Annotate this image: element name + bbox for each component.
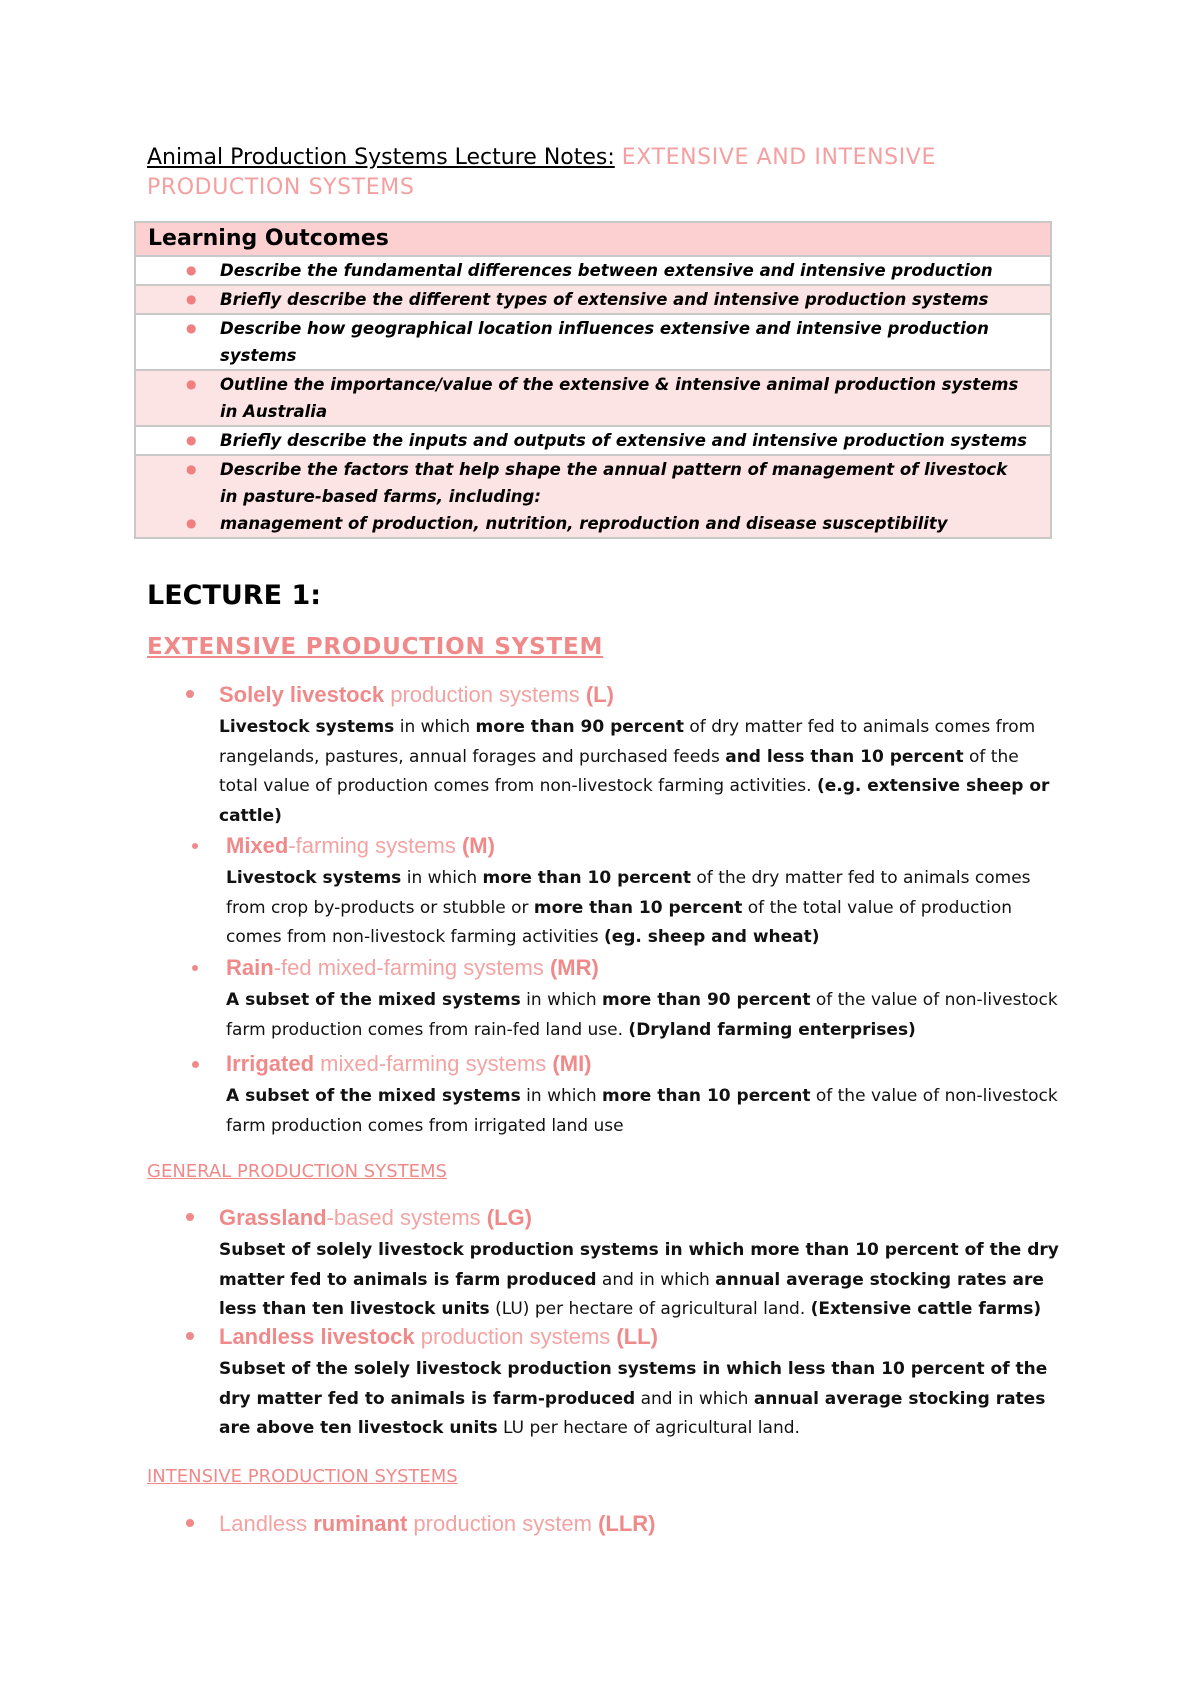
document-title [147,143,1067,203]
bullet-icon: ● [186,516,197,530]
learning-outcome-row [136,286,1050,315]
description-emphasis: more than 90 percent [475,717,684,737]
description-emphasis: and less than 10 percent [725,746,964,767]
bullet-icon: ● [186,263,197,277]
description-emphasis: (Dryland farming enterprises) [628,1019,916,1040]
system-heading: Landless livestock production systems (LL) [219,1324,658,1349]
learning-outcome-text: Briefly describe the different types of extensive and intensive production systems [220,290,989,309]
description-text: LU per hectare of agricultural land. [497,1418,800,1438]
description-emphasis: A subset of the mixed systems [226,990,521,1010]
system-heading: Grassland-based systems (LG) [219,1205,532,1230]
system-heading: Solely livestock production systems (L) [219,682,614,707]
description-emphasis: more than 90 percent [602,990,811,1010]
description-emphasis: annual average stocking rates are above ten livestock units [219,1388,1046,1438]
learning-outcome-text: management of production, nutrition, reproduction and disease susceptibility [220,514,948,533]
bullet-icon: ● [186,321,197,335]
system-description [226,986,1076,1045]
description-emphasis: more than 10 percent [482,868,691,888]
title-main: Animal Production Systems Lecture Notes: [147,145,615,170]
learning-outcome-row [136,371,1050,427]
learning-outcome-text: Briefly describe the inputs and outputs of extensive and intensive production systems [220,431,1027,450]
description-emphasis: annual average stocking rates are less than ten livestock units [219,1269,1044,1319]
description-text: in which [394,717,476,737]
extensive-heading: EXTENSIVE PRODUCTION SYSTEM [147,634,604,660]
bullet-icon: ● [186,462,197,476]
learning-outcome-text: Outline the importance/value of the extensive & intensive animal production systems in Australia [220,375,1019,421]
lecture-heading: LECTURE 1: [147,580,322,611]
bullet-icon [192,1061,199,1068]
description-emphasis: Livestock systems [226,868,402,888]
system-heading: Rain-fed mixed-farming systems (MR) [226,955,599,980]
description-text: of dry matter fed to animals comes from rangelands, pastures, annual forages and purchased feeds [219,717,1036,767]
title-subtitle: EXTENSIVE AND INTENSIVE PRODUCTION SYSTEMS [147,145,936,200]
learning-outcome-text: Describe how geographical location influences extensive and intensive production systems [220,319,989,365]
learning-outcome-row [136,315,1050,371]
description-text: of the value of non-livestock farm production comes from rain-fed land use. [226,990,1058,1040]
description-emphasis: Livestock systems [219,717,395,737]
system-heading: Mixed-farming systems (M) [226,833,495,858]
description-text: in which [401,868,483,888]
system-description [219,713,1059,831]
bullet-icon: ● [186,377,197,391]
description-text: (LU) per hectare of agricultural land. [489,1299,811,1319]
description-emphasis: (Extensive cattle farms) [810,1299,1042,1319]
description-text: and in which [596,1269,716,1290]
learning-outcome-row [136,257,1050,286]
description-text: of the value of non-livestock farm production comes from irrigated land use [226,1086,1058,1136]
description-text: of the total value of production comes from non-livestock farming activities. [219,746,1019,796]
system-description [219,1355,1069,1444]
bullet-icon [192,965,198,971]
general-systems-heading: GENERAL PRODUCTION SYSTEMS [147,1161,447,1182]
system-heading: Landless ruminant production system (LLR) [219,1511,656,1536]
bullet-icon [186,690,194,698]
learning-outcome-row [136,427,1050,456]
description-emphasis: Subset of the solely livestock production systems in which less than 10 percent of the dry matter fed to animals is farm-produced [219,1359,1048,1409]
bullet-icon [186,1332,194,1340]
bullet-icon [192,843,198,849]
description-text: in which [520,990,602,1010]
description-text: in which [520,1086,602,1106]
learning-outcomes-heading: Learning Outcomes [136,223,1050,257]
description-emphasis: (e.g. extensive sheep or cattle) [219,776,1050,826]
bullet-icon [186,1213,194,1221]
bullet-icon [186,1519,194,1527]
learning-outcome-text: Describe the fundamental differences between extensive and intensive production [220,261,993,280]
description-text: and in which [635,1388,754,1409]
learning-outcome-row [136,456,1050,537]
learning-outcome-text: Describe the factors that help shape the annual pattern of management of livestock in pasture-based farms, including: [220,460,1008,506]
description-emphasis: A subset of the mixed systems [226,1086,521,1106]
intensive-systems-heading: INTENSIVE PRODUCTION SYSTEMS [147,1466,458,1487]
system-description [226,864,1056,953]
description-emphasis: more than 10 percent [602,1086,811,1106]
description-emphasis: (eg. sheep and wheat) [603,927,820,947]
description-text: of the dry matter fed to animals comes from crop by-products or stubble or [226,868,1031,918]
description-emphasis: more than 10 percent [533,897,743,918]
bullet-icon: ● [186,292,197,306]
description-emphasis: Subset of solely livestock production systems in which more than 10 percent of the dry matter fed to animals is farm produced [219,1240,1059,1290]
system-description [219,1236,1069,1325]
system-description [226,1082,1076,1141]
description-text: of the total value of production comes from non-livestock farming activities [226,897,1013,947]
bullet-icon: ● [186,433,197,447]
learning-outcomes-table [134,221,1052,539]
system-heading: Irrigated mixed-farming systems (MI) [226,1051,592,1076]
